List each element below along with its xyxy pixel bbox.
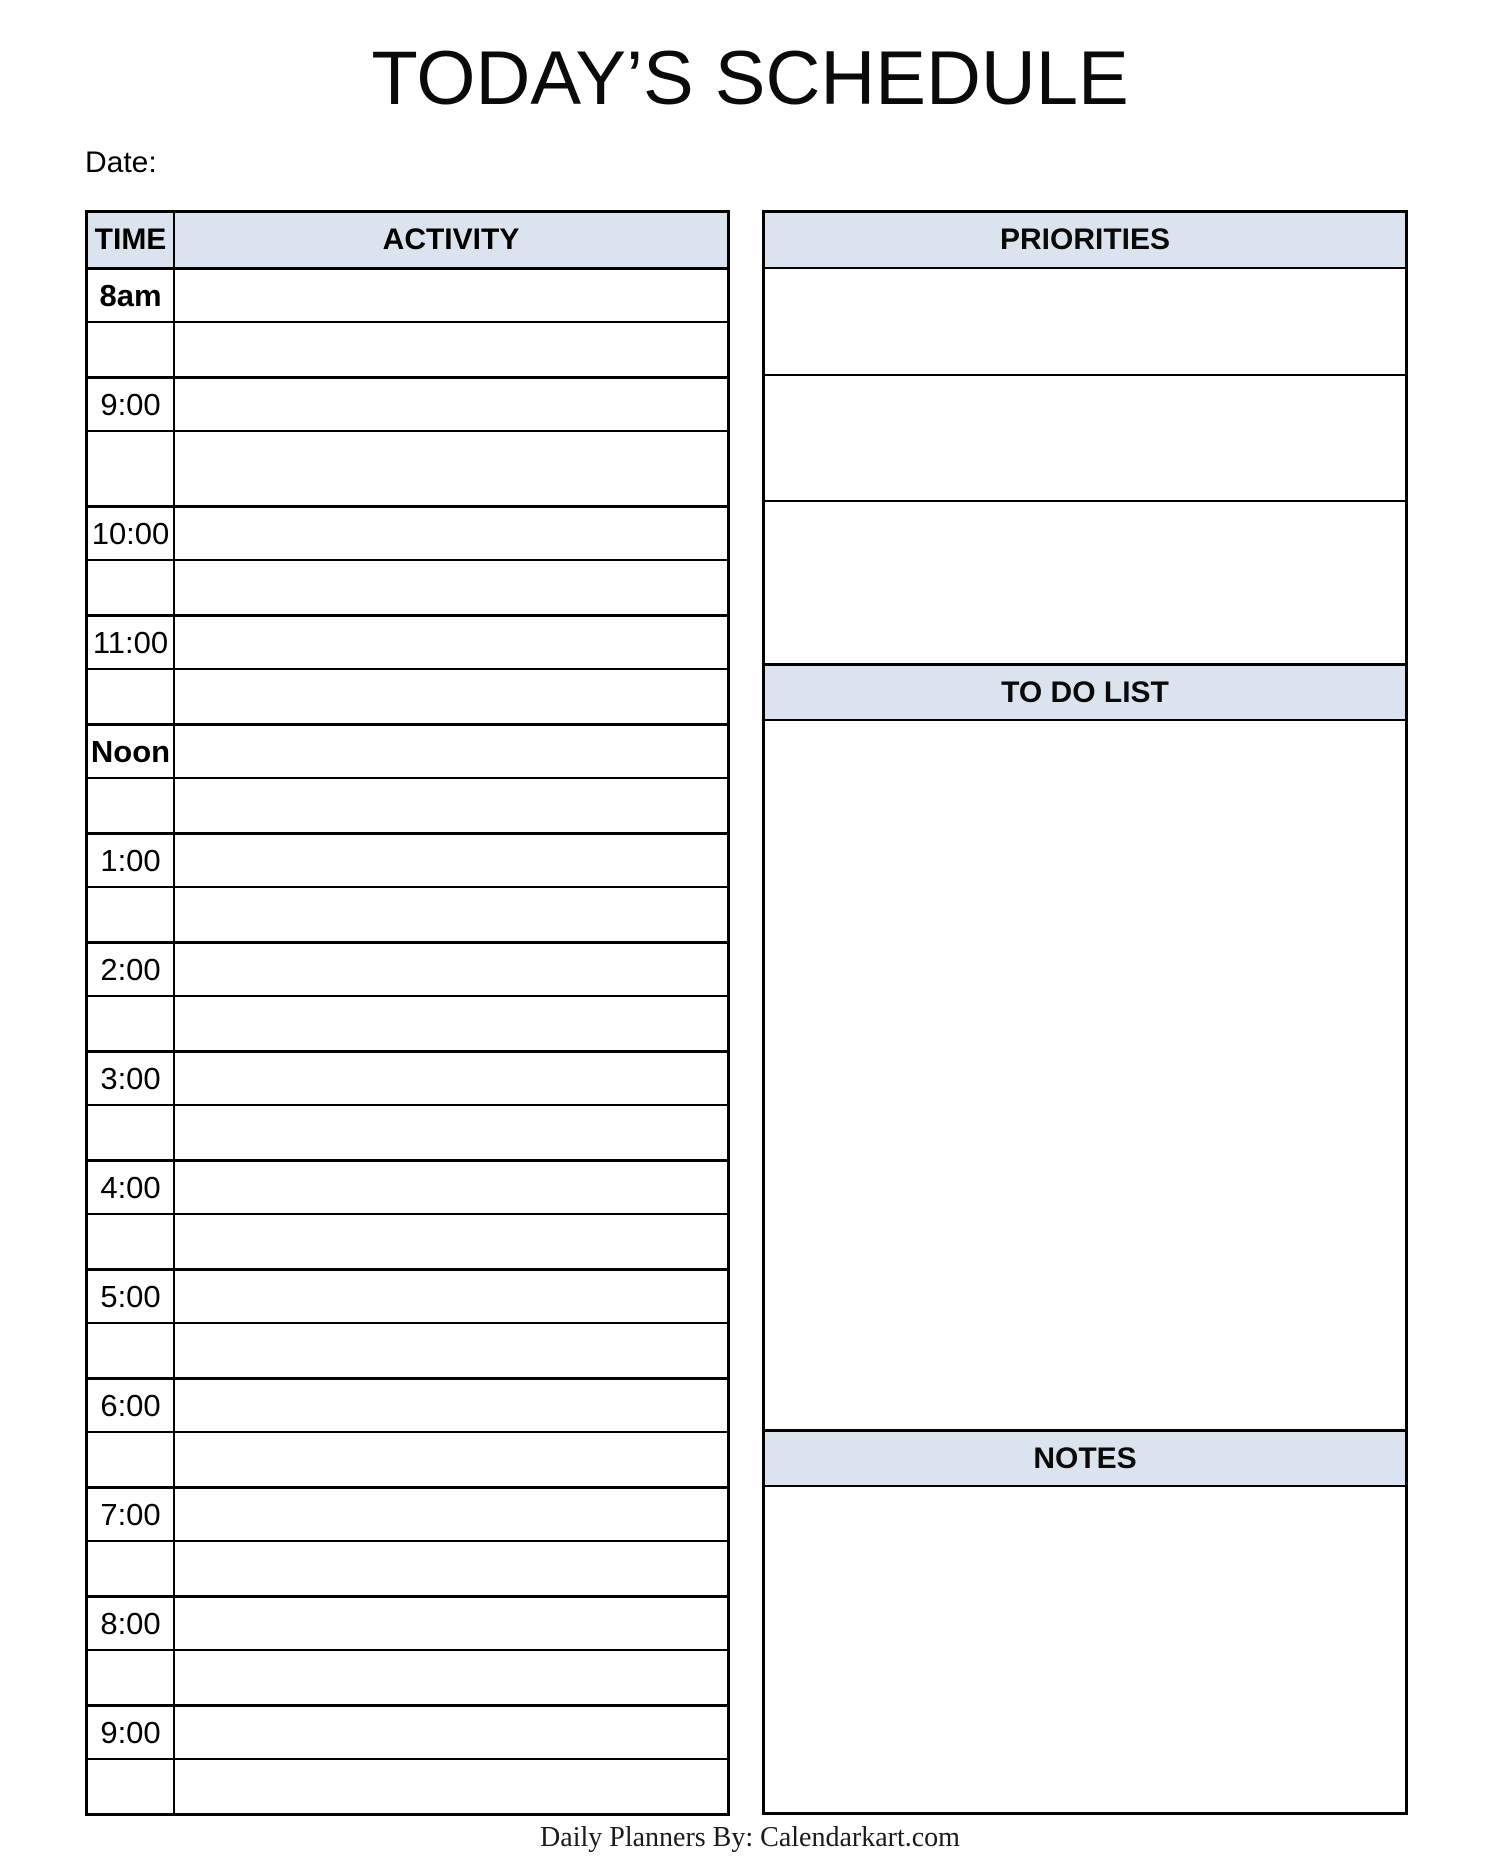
page-title: TODAY’S SCHEDULE	[371, 36, 1129, 121]
time-cell-blank[interactable]	[88, 432, 175, 505]
time-label: 1:00	[88, 835, 175, 886]
schedule-hour-row	[88, 1050, 727, 1104]
activity-cell[interactable]	[175, 1760, 727, 1813]
time-cell-blank[interactable]	[88, 1215, 175, 1268]
activity-cell[interactable]	[175, 1542, 727, 1595]
schedule-half-hour-row	[88, 886, 727, 941]
footer-credit: Daily Planners By: Calendarkart.com	[540, 1822, 960, 1853]
activity-cell[interactable]	[175, 508, 727, 559]
time-label: 9:00	[88, 379, 175, 430]
time-label: 6:00	[88, 1380, 175, 1431]
time-label: 11:00	[88, 617, 175, 668]
schedule-half-hour-row	[88, 1322, 727, 1377]
time-cell-blank[interactable]	[88, 1324, 175, 1377]
activity-cell[interactable]	[175, 1380, 727, 1431]
schedule-half-hour-row	[88, 668, 727, 723]
activity-cell[interactable]	[175, 432, 727, 505]
schedule-hour-row	[88, 1377, 727, 1431]
activity-cell[interactable]	[175, 835, 727, 886]
activity-column-header: ACTIVITY	[175, 213, 727, 267]
activity-cell[interactable]	[175, 1707, 727, 1758]
activity-cell[interactable]	[175, 1324, 727, 1377]
priority-row[interactable]	[765, 500, 1405, 663]
time-cell-blank[interactable]	[88, 888, 175, 941]
activity-cell[interactable]	[175, 726, 727, 777]
schedule-hour-row	[88, 1595, 727, 1649]
time-cell-blank[interactable]	[88, 561, 175, 614]
time-column-header: TIME	[88, 213, 175, 267]
time-label: 9:00	[88, 1707, 175, 1758]
time-label: 10:00	[88, 508, 175, 559]
right-panel	[762, 210, 1408, 1815]
activity-cell[interactable]	[175, 270, 727, 321]
notes-header: NOTES	[765, 1429, 1405, 1485]
activity-cell[interactable]	[175, 1162, 727, 1213]
time-label: 5:00	[88, 1271, 175, 1322]
time-cell-blank[interactable]	[88, 1760, 175, 1813]
schedule-table	[85, 210, 730, 1816]
schedule-hour-row	[88, 614, 727, 668]
todo-header: TO DO LIST	[765, 663, 1405, 719]
time-label: 2:00	[88, 944, 175, 995]
activity-cell[interactable]	[175, 944, 727, 995]
schedule-half-hour-row	[88, 559, 727, 614]
schedule-half-hour-row	[88, 1758, 727, 1813]
priority-row[interactable]	[765, 267, 1405, 374]
activity-cell[interactable]	[175, 617, 727, 668]
schedule-hour-row	[88, 723, 727, 777]
activity-cell[interactable]	[175, 1106, 727, 1159]
time-cell-blank[interactable]	[88, 1542, 175, 1595]
time-cell-blank[interactable]	[88, 997, 175, 1050]
schedule-half-hour-row	[88, 1649, 727, 1704]
activity-cell[interactable]	[175, 888, 727, 941]
schedule-half-hour-row	[88, 1540, 727, 1595]
schedule-half-hour-row	[88, 777, 727, 832]
time-cell-blank[interactable]	[88, 323, 175, 376]
schedule-hour-row	[88, 1704, 727, 1758]
activity-cell[interactable]	[175, 1053, 727, 1104]
schedule-hour-row	[88, 1486, 727, 1540]
time-cell-blank[interactable]	[88, 1433, 175, 1486]
time-label: 4:00	[88, 1162, 175, 1213]
priority-row[interactable]	[765, 374, 1405, 500]
time-label: 3:00	[88, 1053, 175, 1104]
schedule-half-hour-row	[88, 1213, 727, 1268]
date-label: Date:	[85, 146, 157, 179]
schedule-half-hour-row	[88, 1431, 727, 1486]
schedule-hour-row	[88, 505, 727, 559]
schedule-half-hour-row	[88, 995, 727, 1050]
schedule-half-hour-row	[88, 430, 727, 505]
time-cell-blank[interactable]	[88, 1651, 175, 1704]
activity-cell[interactable]	[175, 1215, 727, 1268]
time-cell-blank[interactable]	[88, 670, 175, 723]
todo-entry-area[interactable]	[765, 719, 1405, 1429]
activity-cell[interactable]	[175, 1271, 727, 1322]
activity-cell[interactable]	[175, 1489, 727, 1540]
activity-cell[interactable]	[175, 779, 727, 832]
notes-entry-area[interactable]	[765, 1485, 1405, 1812]
priorities-section	[765, 267, 1405, 663]
time-label: 7:00	[88, 1489, 175, 1540]
time-cell-blank[interactable]	[88, 1106, 175, 1159]
schedule-hour-row	[88, 267, 727, 321]
activity-cell[interactable]	[175, 323, 727, 376]
activity-cell[interactable]	[175, 670, 727, 723]
schedule-hour-row	[88, 1159, 727, 1213]
activity-cell[interactable]	[175, 379, 727, 430]
schedule-half-hour-row	[88, 1104, 727, 1159]
schedule-hour-row	[88, 832, 727, 886]
time-label: 8:00	[88, 1598, 175, 1649]
schedule-rows	[88, 267, 727, 1813]
schedule-hour-row	[88, 376, 727, 430]
time-label: Noon	[88, 726, 175, 777]
activity-cell[interactable]	[175, 1433, 727, 1486]
activity-cell[interactable]	[175, 997, 727, 1050]
activity-cell[interactable]	[175, 1598, 727, 1649]
date-field[interactable]	[85, 146, 730, 186]
time-label: 8am	[88, 270, 175, 321]
schedule-header-row	[88, 213, 727, 267]
activity-cell[interactable]	[175, 1651, 727, 1704]
schedule-hour-row	[88, 1268, 727, 1322]
schedule-hour-row	[88, 941, 727, 995]
schedule-half-hour-row	[88, 321, 727, 376]
activity-cell[interactable]	[175, 561, 727, 614]
priorities-header: PRIORITIES	[765, 213, 1405, 267]
time-cell-blank[interactable]	[88, 779, 175, 832]
